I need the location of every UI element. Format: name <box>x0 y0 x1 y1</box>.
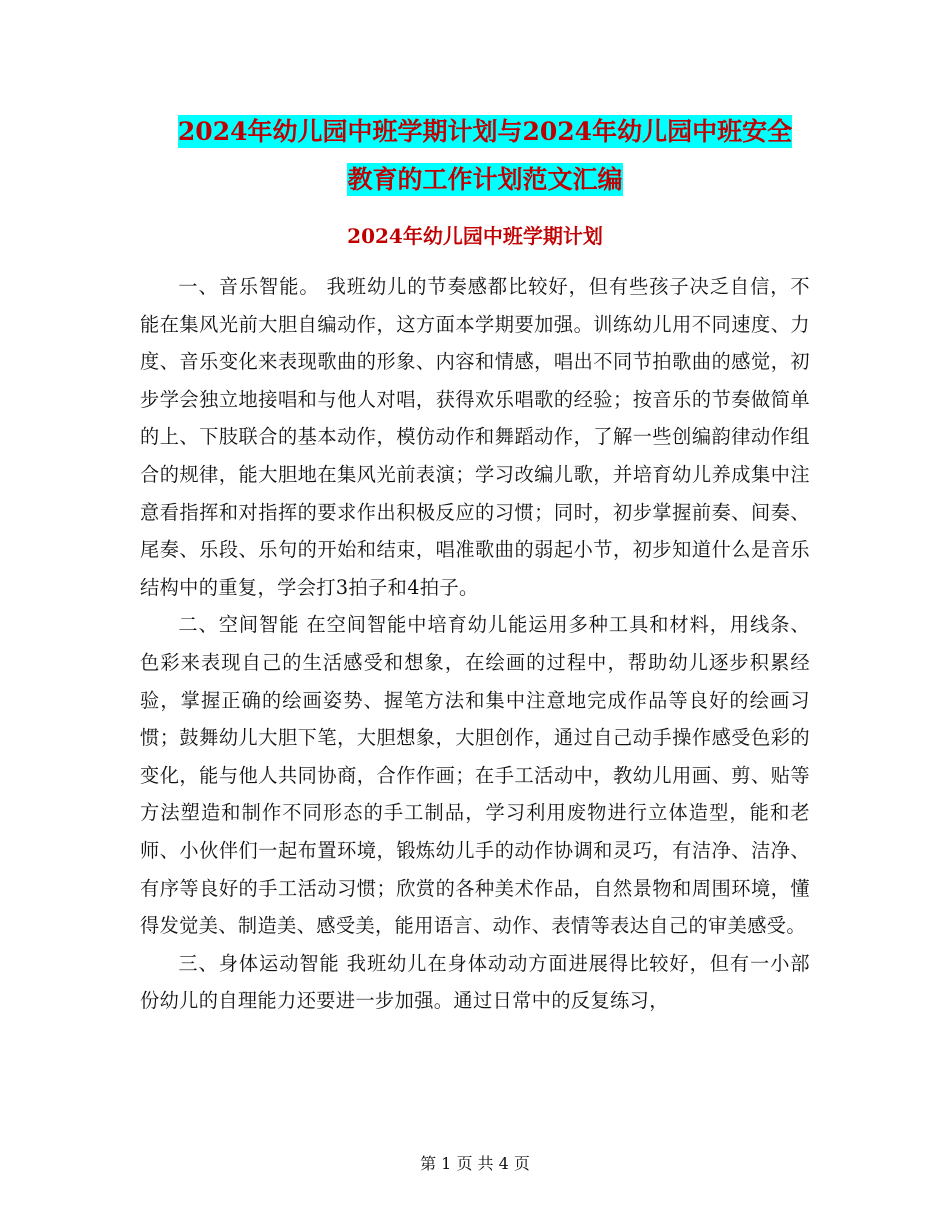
section-title: 2024年幼儿园中班学期计划 <box>347 224 603 248</box>
document-title-line-1: 2024年幼儿园中班学期计划与2024年幼儿园中班安全 <box>177 117 793 146</box>
body-text <box>140 268 810 1020</box>
page-footer: 第 1 页 共 4 页 <box>420 1154 530 1173</box>
paragraph-spatial: 二、空间智能 在空间智能中培育幼儿能运用多种工具和材料，用线条、色彩来表现自己的生活感受和想象，在绘画的过程中，帮助幼儿逐步积累经验，掌握正确的绘画姿势、握笔方法和集中注意地完成作品等良好的绘画习惯；鼓舞幼儿大胆下笔，大胆想象，大胆创作，通过自己动手操作感受色彩的变化，能与他人共同协商，合作作画；在手工活动中，教幼儿用画、剪、贴等方法塑造和制作不同形态的手工制品，学习利用废物进行立体造型，能和老师、小伙伴们一起布置环境，锻炼幼儿手的动作协调和灵巧，有洁净、洁净、有序等良好的手工活动习惯；欣赏的各种美术作品，自然景物和周围环境，懂得发觉美、制造美、感受美，能用语言、动作、表情等表达自己的审美感受。 <box>140 613 810 938</box>
document-title-line-2: 教育的工作计划范文汇编 <box>347 165 623 194</box>
paragraph-body-motion: 三、身体运动智能 我班幼儿在身体动动方面进展得比较好，但有一小部份幼儿的自理能力还要进一步加强。通过日常中的反复练习， <box>140 951 810 1013</box>
paragraph-music: 一、音乐智能。 我班幼儿的节奏感都比较好，但有些孩子决乏自信，不能在集风光前大胆自编动作，这方面本学期要加强。训练幼儿用不同速度、力度、音乐变化来表现歌曲的形象、内容和情感，唱出不同节拍歌曲的感觉，初步学会独立地接唱和与他人对唱，获得欢乐唱歌的经验；按音乐的节奏做简单的上、下肢联合的基本动作，模仿动作和舞蹈动作，了解一些创编韵律动作组合的规律，能大胆地在集风光前表演；学习改编儿歌，并培育幼儿养成集中注意看指挥和对指挥的要求作出积极反应的习惯；同时，初步掌握前奏、间奏、尾奏、乐段、乐句的开始和结束，唱准歌曲的弱起小节，初步知道什么是音乐结构中的重复，学会打3拍子和4拍子。 <box>140 275 810 599</box>
document-title <box>140 108 830 204</box>
